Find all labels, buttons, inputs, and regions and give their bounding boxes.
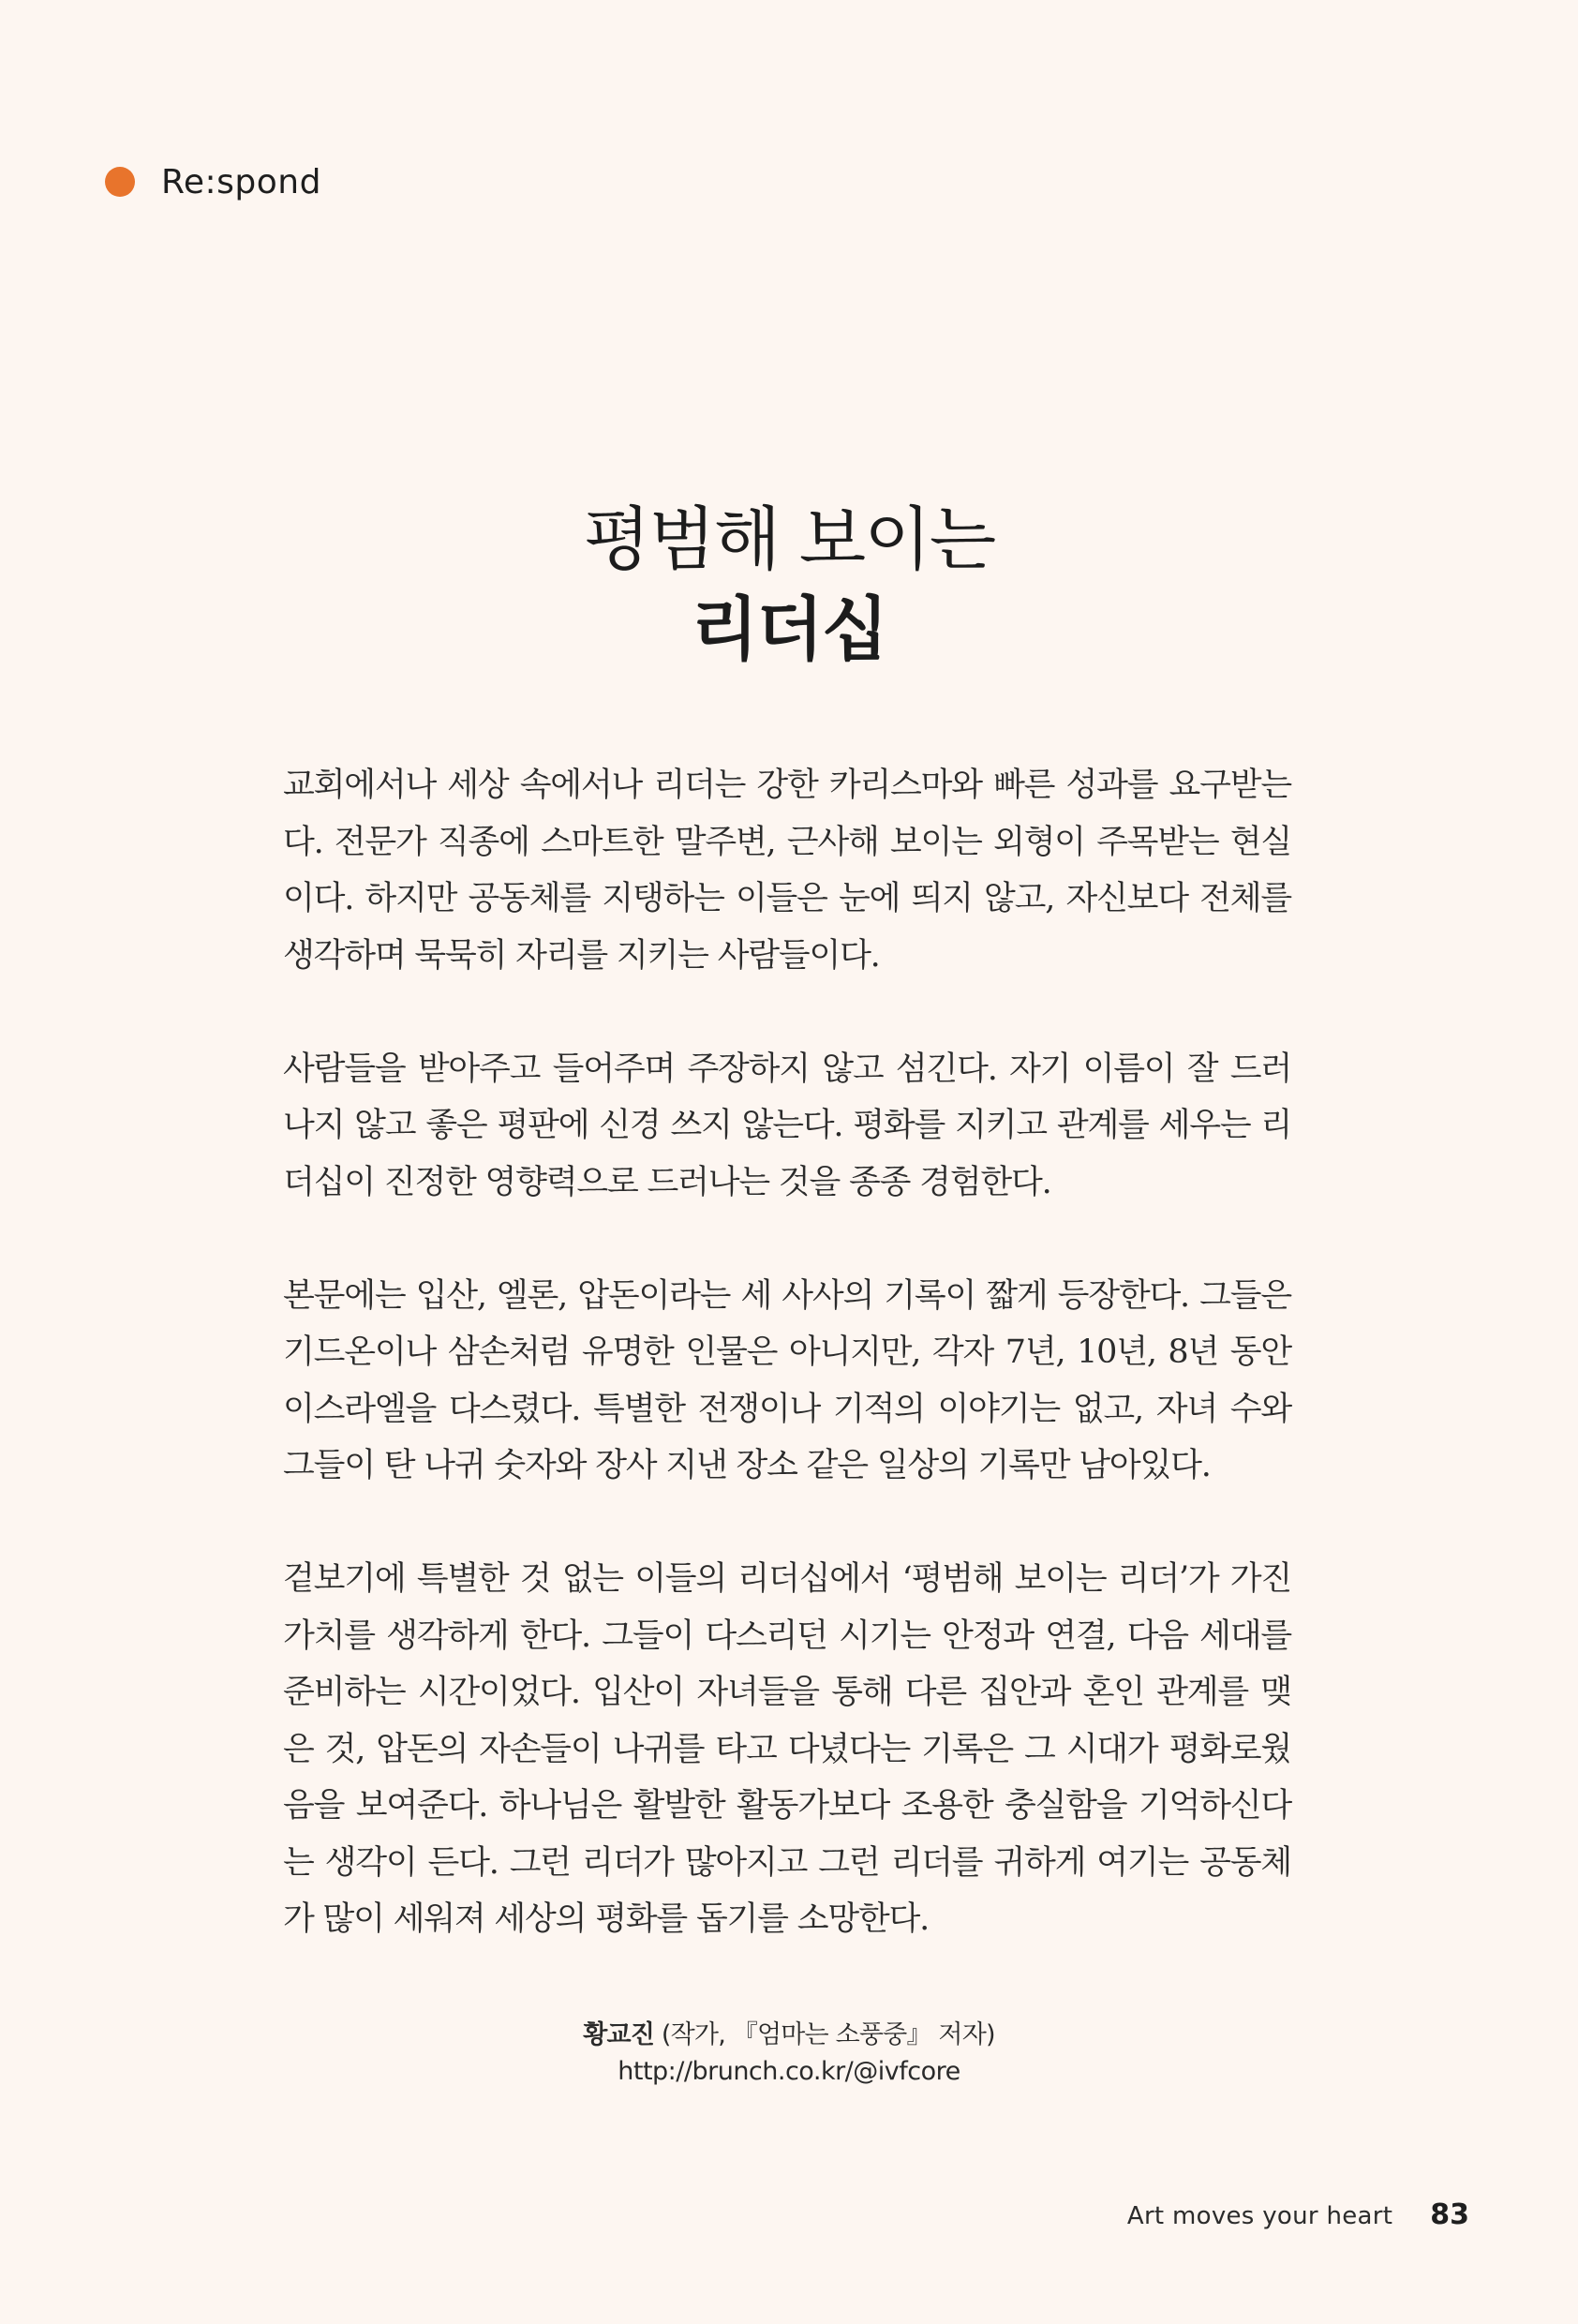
- author-role: (작가, 『엄마는 소풍중』 저자): [661, 2020, 995, 2049]
- section-label: Re:spond: [161, 162, 321, 201]
- article-body: [283, 757, 1291, 1948]
- paragraph: 교회에서나 세상 속에서나 리더는 강한 카리스마와 빠른 성과를 요구받는다. 전문가 직종에 스마트한 말주변, 근사해 보이는 외형이 주목받는 현실이다. 하지만 공동체를 지탱하는 이들은 눈에 띄지 않고, 자신보다 전체를 생각하며 묵묵히 자리를 지키는 사람들이다.: [283, 767, 1291, 975]
- author-credit: [0, 2017, 1578, 2090]
- title-line-2: 리더십: [691, 589, 887, 670]
- page-footer: [1127, 2198, 1469, 2231]
- paragraph: 겉보기에 특별한 것 없는 이들의 리더십에서 ‘평범해 보이는 리더’가 가진 가치를 생각하게 한다. 그들이 다스리던 시기는 안정과 연결, 다음 세대를 준비하는 시간이었다. 입산이 자녀들을 통해 다른 집안과 혼인 관계를 맺은 것, 압돈의 자손들이 나귀를 타고 다녔다는 기록은 그 시대가 평화로웠음을 보여준다. 하나님은 활발한 활동가보다 조용한 충실함을 기억하신다는 생각이 든다. 그런 리더가 많아지고 그런 리더를 귀하게 여기는 공동체가 많이 세워져 세상의 평화를 돕기를 소망한다.: [283, 1560, 1291, 1938]
- orange-dot-icon: [105, 167, 135, 197]
- section-tag: [105, 159, 321, 204]
- title-line-1: 평범해 보이는: [583, 499, 995, 580]
- author-name: 황교진: [583, 2020, 655, 2049]
- footer-tagline: Art moves your heart: [1126, 2202, 1393, 2230]
- paragraph: 본문에는 입산, 엘론, 압돈이라는 세 사사의 기록이 짧게 등장한다. 그들은 기드온이나 삼손처럼 유명한 인물은 아니지만, 각자 7년, 10년, 8년 동안 이스라엘을 다스렸다. 특별한 전쟁이나 기적의 이야기는 없고, 자녀 수와 그들이 탄 나귀 숫자와 장사 지낸 장소 같은 일상의 기록만 남아있다.: [283, 1276, 1291, 1484]
- article-title: [0, 495, 1578, 675]
- author-url-link[interactable]: http://brunch.co.kr/@ivfcore: [618, 2057, 960, 2086]
- paragraph: 사람들을 받아주고 들어주며 주장하지 않고 섬긴다. 자기 이름이 잘 드러나지 않고 좋은 평판에 신경 쓰지 않는다. 평화를 지키고 관계를 세우는 리더십이 진정한 영향력으로 드러나는 것을 종종 경험한다.: [283, 1050, 1291, 1201]
- page-number: 83: [1430, 2198, 1469, 2231]
